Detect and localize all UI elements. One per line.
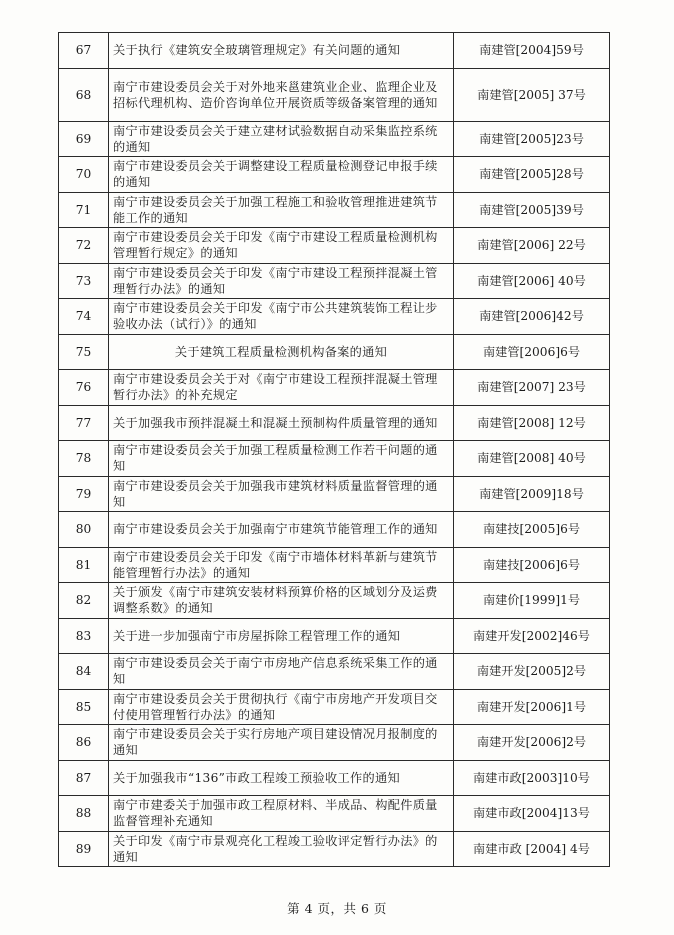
document-title: 南宁市建设委员会关于调整建设工程质量检测登记申报手续的通知 — [109, 157, 454, 193]
table-row — [59, 689, 610, 725]
row-number: 77 — [59, 405, 109, 441]
table-row — [59, 547, 610, 583]
table-row — [59, 441, 610, 477]
table-row — [59, 299, 610, 335]
table-row — [59, 405, 610, 441]
row-number: 70 — [59, 157, 109, 193]
document-title: 关于加强我市“136”市政工程竣工预验收工作的通知 — [109, 760, 454, 796]
document-title: 南宁市建设委员会关于印发《南宁市建设工程预拌混凝土管理暂行办法》的通知 — [109, 263, 454, 299]
document-title: 关于印发《南宁市景观亮化工程竣工验收评定暂行办法》的通知 — [109, 831, 454, 867]
document-code: 南建管[2005]39号 — [454, 192, 610, 228]
document-title: 南宁市建设委员会关于印发《南宁市公共建筑装饰工程让步验收办法（试行）》的通知 — [109, 299, 454, 335]
document-title: 关于颁发《南宁市建筑安装材料预算价格的区域划分及运费调整系数》的通知 — [109, 583, 454, 619]
document-code: 南建管[2005]23号 — [454, 121, 610, 157]
document-title: 关于进一步加强南宁市房屋拆除工程管理工作的通知 — [109, 618, 454, 654]
document-title: 南宁市建设委员会关于贯彻执行《南宁市房地产开发项目交付使用管理暂行办法》的通知 — [109, 689, 454, 725]
document-code: 南建管[2004]59号 — [454, 33, 610, 69]
row-number: 74 — [59, 299, 109, 335]
document-code: 南建管[2009]18号 — [454, 476, 610, 512]
document-title: 南宁市建设委员会关于加强我市建筑材料质量监督管理的通知 — [109, 476, 454, 512]
page-footer: 第 4 页，共 6 页 — [287, 901, 387, 916]
table-row — [59, 796, 610, 832]
table-row — [59, 512, 610, 548]
row-number: 87 — [59, 760, 109, 796]
document-code: 南建技[2005]6号 — [454, 512, 610, 548]
table-row — [59, 476, 610, 512]
row-number: 88 — [59, 796, 109, 832]
table-row — [59, 228, 610, 264]
row-number: 79 — [59, 476, 109, 512]
document-code: 南建管[2006]42号 — [454, 299, 610, 335]
document-title: 南宁市建委关于加强市政工程原材料、半成品、构配件质量监督管理补充通知 — [109, 796, 454, 832]
table-row — [59, 760, 610, 796]
row-number: 82 — [59, 583, 109, 619]
table-row — [59, 583, 610, 619]
document-code: 南建市政[2004]13号 — [454, 796, 610, 832]
row-number: 86 — [59, 725, 109, 761]
table-row — [59, 192, 610, 228]
table-row — [59, 654, 610, 690]
table-row — [59, 370, 610, 406]
document-title: 关于建筑工程质量检测机构备案的通知 — [109, 334, 454, 370]
row-number: 69 — [59, 121, 109, 157]
document-title: 南宁市建设委员会关于建立建材试验数据自动采集监控系统的通知 — [109, 121, 454, 157]
row-number: 83 — [59, 618, 109, 654]
document-code: 南建开发[2006]1号 — [454, 689, 610, 725]
table-row — [59, 831, 610, 867]
row-number: 67 — [59, 33, 109, 69]
table-row — [59, 157, 610, 193]
row-number: 71 — [59, 192, 109, 228]
table-row — [59, 618, 610, 654]
document-code: 南建管[2005] 37号 — [454, 68, 610, 121]
document-code: 南建管[2008] 12号 — [454, 405, 610, 441]
row-number: 81 — [59, 547, 109, 583]
document-title: 南宁市建设委员会关于加强工程质量检测工作若干问题的通知 — [109, 441, 454, 477]
document-code: 南建开发[2006]2号 — [454, 725, 610, 761]
document-title: 南宁市建设委员会关于印发《南宁市建设工程质量检测机构管理暂行规定》的通知 — [109, 228, 454, 264]
document-code: 南建管[2006] 40号 — [454, 263, 610, 299]
document-title: 南宁市建设委员会关于对《南宁市建设工程预拌混凝土管理暂行办法》的补充规定 — [109, 370, 454, 406]
document-code: 南建开发[2005]2号 — [454, 654, 610, 690]
document-code: 南建市政[2003]10号 — [454, 760, 610, 796]
row-number: 73 — [59, 263, 109, 299]
document-code: 南建技[2006]6号 — [454, 547, 610, 583]
regulation-table — [58, 32, 610, 867]
table-row — [59, 68, 610, 121]
document-title: 南宁市建设委员会关于南宁市房地产信息系统采集工作的通知 — [109, 654, 454, 690]
row-number: 89 — [59, 831, 109, 867]
row-number: 84 — [59, 654, 109, 690]
row-number: 75 — [59, 334, 109, 370]
document-code: 南建市政 [2004] 4号 — [454, 831, 610, 867]
document-title: 关于执行《建筑安全玻璃管理规定》有关问题的通知 — [109, 33, 454, 69]
document-title: 南宁市建设委员会关于实行房地产项目建设情况月报制度的通知 — [109, 725, 454, 761]
document-title: 南宁市建设委员会关于加强工程施工和验收管理推进建筑节能工作的通知 — [109, 192, 454, 228]
document-code: 南建价[1999]1号 — [454, 583, 610, 619]
document-code: 南建管[2005]28号 — [454, 157, 610, 193]
table-row — [59, 33, 610, 69]
document-code: 南建管[2007] 23号 — [454, 370, 610, 406]
row-number: 68 — [59, 68, 109, 121]
row-number: 80 — [59, 512, 109, 548]
document-code: 南建管[2008] 40号 — [454, 441, 610, 477]
document-title: 关于加强我市预拌混凝土和混凝土预制构件质量管理的通知 — [109, 405, 454, 441]
document-title: 南宁市建设委员会关于加强南宁市建筑节能管理工作的通知 — [109, 512, 454, 548]
document-code: 南建开发[2002]46号 — [454, 618, 610, 654]
table-row — [59, 334, 610, 370]
table-row — [59, 121, 610, 157]
table-row — [59, 725, 610, 761]
row-number: 85 — [59, 689, 109, 725]
table-body — [59, 33, 610, 867]
document-title: 南宁市建设委员会关于对外地来邕建筑业企业、监理企业及招标代理机构、造价咨询单位开展资质等级备案管理的通知 — [109, 68, 454, 121]
document-code: 南建管[2006]6号 — [454, 334, 610, 370]
document-code: 南建管[2006] 22号 — [454, 228, 610, 264]
document-title: 南宁市建设委员会关于印发《南宁市墙体材料革新与建筑节能管理暂行办法》的通知 — [109, 547, 454, 583]
row-number: 78 — [59, 441, 109, 477]
table-row — [59, 263, 610, 299]
row-number: 76 — [59, 370, 109, 406]
row-number: 72 — [59, 228, 109, 264]
